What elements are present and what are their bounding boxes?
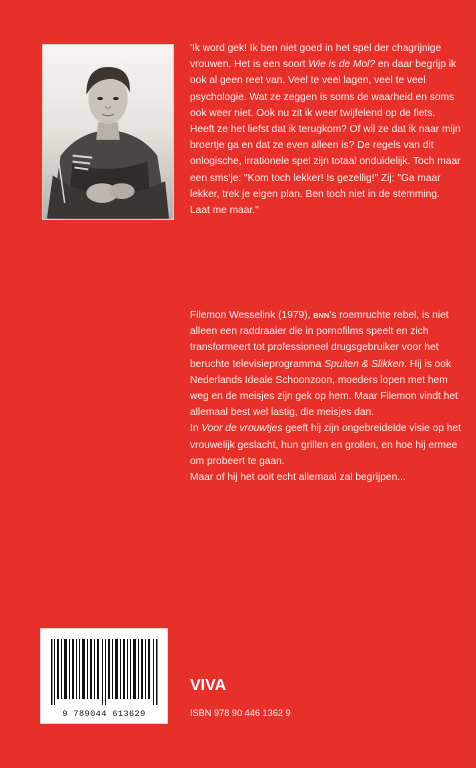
barcode-digits: 9 789044 613629 — [62, 709, 146, 719]
bio-paragraph-2 — [190, 421, 462, 470]
bio-text-mid: 's roemruchte rebel, is niet alleen een raddraaier die in pornofilms speelt en zich transformeert tot professioneel drugsgebruiker voor het beruchte televisieprogramma — [190, 310, 449, 370]
isbn-number: ISBN 978 90 446 1362 9 — [190, 708, 291, 718]
excerpt-text-1: 'Ik word gek! Ik ben niet goed in het spel der chagrijnige vrouwen. Het is een soort — [190, 43, 442, 71]
viva-logo-icon — [190, 672, 234, 696]
author-portrait-icon — [43, 45, 173, 219]
bio-paragraph-3: Maar of hij het ooit echt allemaal zal begrijpen... — [190, 472, 406, 484]
barcode — [40, 628, 168, 724]
bnn-label: BNN — [313, 311, 330, 320]
author-photo — [42, 44, 174, 220]
bio-text-end: . Hij is ook Nederlands Ideale Schoonzoon, moeders lopen met hem weg en de meisjes zijn gek op hem. Maar Filemon vindt het allemaal best wel lastig, die meisjes dan. — [190, 358, 458, 419]
bio-book-text: geeft hij zijn ongebreidelde visie op het vrouwelijk geslacht, hun grillen en grollen, en hoe hij ermee om probeert te gaan. — [190, 423, 461, 467]
back-cover-excerpt — [190, 41, 462, 219]
viva-logo-text: VIVA — [190, 677, 227, 694]
excerpt-show-title: Wie is de Mol? — [308, 59, 376, 71]
bio-book-intro: In — [190, 423, 202, 435]
spine-edge — [471, 0, 476, 768]
show-title: Spuiten & Slikken — [324, 358, 405, 370]
author-bio — [190, 308, 462, 486]
barcode-icon — [51, 639, 159, 705]
publisher-logo — [190, 672, 234, 696]
bio-text-start: Filemon Wesselink (1979), — [190, 310, 314, 321]
bio-paragraph-1 — [190, 308, 462, 421]
book-title: Voor de vrouwtjes — [201, 423, 283, 435]
excerpt-text-2: en daar begrijp ik ook al geen reet van. Veel te veel lagen, veel te veel psychologie. Wat ze zeggen is soms de waarheid en soms ook weer niet. Ook nu zit ik weer twijfelend op de fiets. Heeft ze het liefst dat ik terugkom? Of wil ze dat ik naar mijn broertje ga en dat ze even alleen is? De regels van dit onlogische, irrationele spel zijn totaal onduidelijk. Toch maar een sms'je: "Kom toch lekker! Is gezellig!" Zij: "Ga maar lekker, trek je eigen plan. Ben toch niet in de stemming. Laat me maar." — [190, 59, 461, 217]
